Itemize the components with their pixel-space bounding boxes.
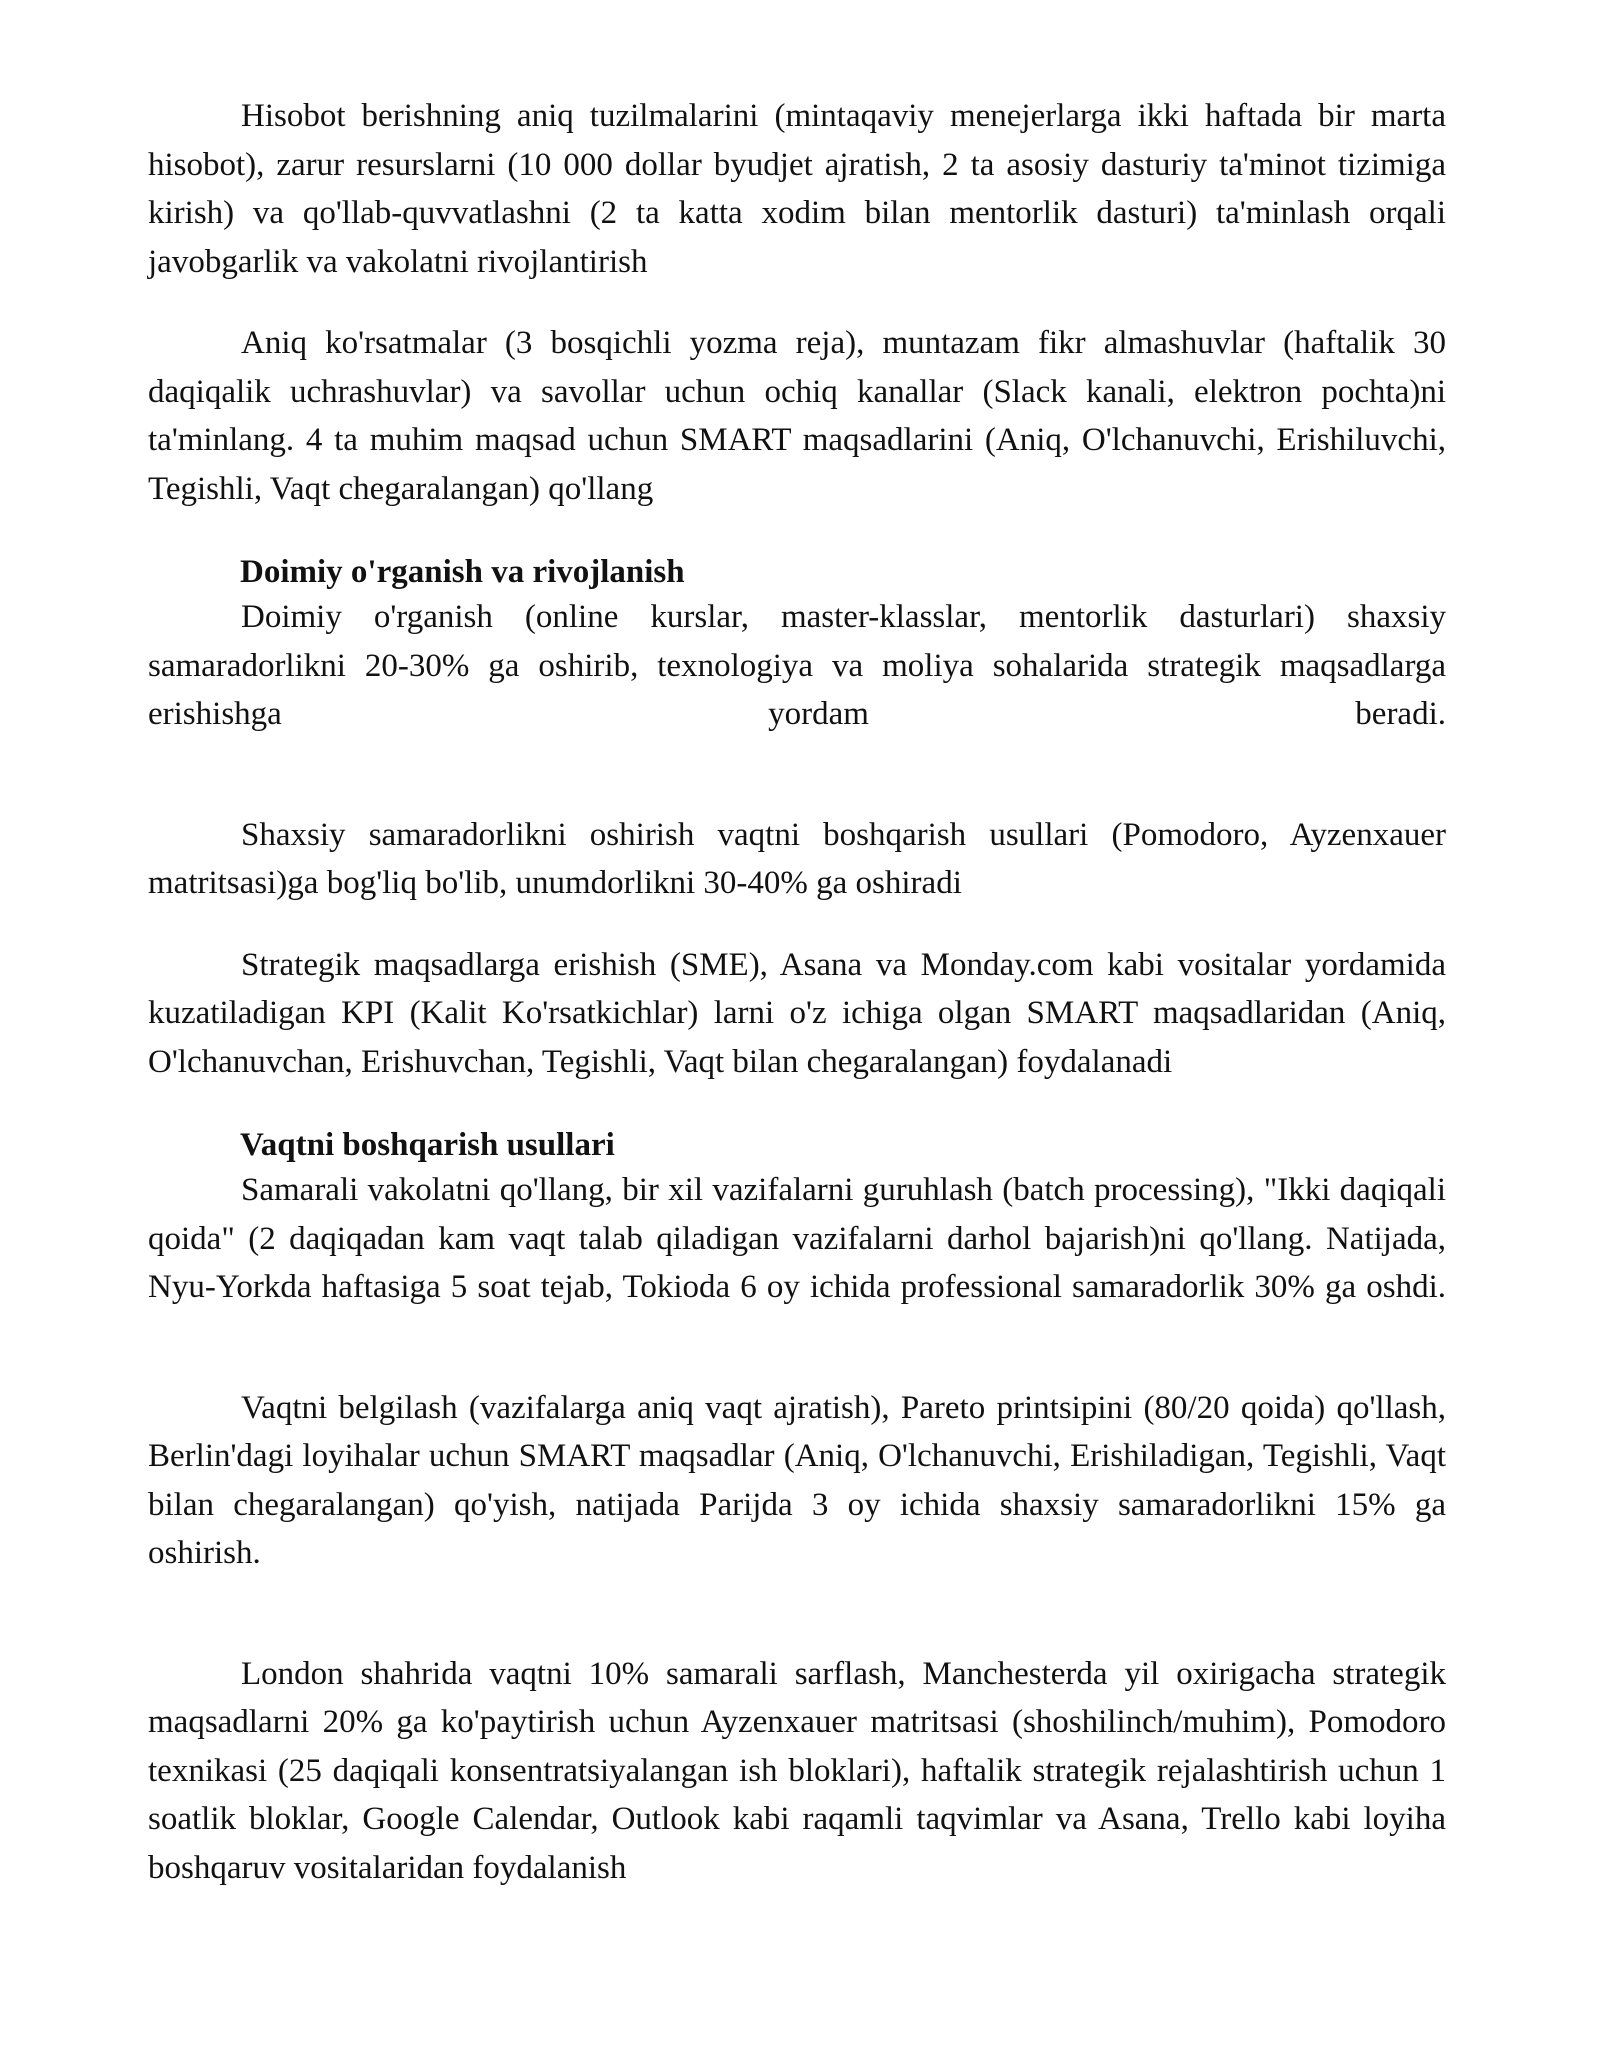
paragraph-personal-efficiency: Shaxsiy samaradorlikni oshirish vaqtni boshqarish usullari (Pomodoro, Ayzenxauer matritsasi)ga bog'liq bo'lib, unumdorlikni 30-40% ga oshiradi: [148, 816, 1446, 901]
spacer: [148, 286, 1446, 319]
spacer: [148, 513, 1446, 551]
paragraph-delegation: Samarali vakolatni qo'llang, bir xil vazifalarni guruhlash (batch processing), "Ikki daqiqali qoida" (2 daqiqadan kam vaqt talab qiladigan vazifalarni darhol bajarish)ni qo'llang. Natijada, Nyu-Yorkda haftasiga 5 soat tejab, Tokioda 6 oy ichida professional samaradorlik 30% ga oshdi.: [148, 1172, 1446, 1305]
paragraph-clear-guidance: Aniq ko'rsatmalar (3 bosqichli yozma reja), muntazam fikr almashuvlar (haftalik 30 daqiqalik uchrashuvlar) va savollar uchun ochiq kanallar (Slack kanali, elektron pochta)ni ta'minlang. 4 ta muhim maqsad uchun SMART maqsadlarini (Aniq, O'lchanuvchi, Erishiluvchi, Tegishli, Vaqt chegaralangan) qo'llang: [148, 325, 1446, 507]
spacer: [148, 908, 1446, 941]
spacer: [148, 1086, 1446, 1124]
heading-continuous-learning: Doimiy o'rganish va rivojlanish: [240, 554, 685, 590]
paragraph-accountability: Hisobot berishning aniq tuzilmalarini (mintaqaviy menejerlarga ikki haftada bir marta hisobot), zarur resurslarni (10 000 dollar byudjet ajratish, 2 ta asosiy dasturiy ta'minot tizimiga kirish) va qo'llab-quvvatlashni (2 ta katta xodim bilan mentorlik dasturi) ta'minlash orqali javobgarlik va vakolatni rivojlantirish: [148, 98, 1446, 280]
paragraph-time-blocking: Vaqtni belgilash (vazifalarga aniq vaqt ajratish), Pareto printsipini (80/20 qoida) qo'llash, Berlin'dagi loyihalar uchun SMART maqsadlar (Aniq, O'lchanuvchi, Erishiladigan, Tegishli, Vaqt bilan chegaralangan) qo'yish, natijada Parijda 3 oy ichida shaxsiy samaradorlikni 15% ga oshirish.: [148, 1389, 1446, 1571]
spacer: [148, 1578, 1446, 1650]
document-page: [148, 92, 1446, 1892]
spacer: [148, 1312, 1446, 1384]
spacer: [148, 739, 1446, 811]
heading-time-management: Vaqtni boshqarish usullari: [240, 1127, 615, 1163]
paragraph-continuous-learning: Doimiy o'rganish (online kurslar, master-klasslar, mentorlik dasturlari) shaxsiy samaradorlikni 20-30% ga oshirib, texnologiya va moliya sohalarida strategik maqsadlarga erishishga yordam beradi.: [148, 599, 1446, 732]
paragraph-london-manchester: London shahrida vaqtni 10% samarali sarflash, Manchesterda yil oxirigacha strategik maqsadlarni 20% ga ko'paytirish uchun Ayzenxauer matritsasi (shoshilinch/muhim), Pomodoro texnikasi (25 daqiqali konsentratsiyalangan ish bloklari), haftalik strategik rejalashtirish uchun 1 soatlik bloklar, Google Calendar, Outlook kabi raqamli taqvimlar va Asana, Trello kabi loyiha boshqaruv vositalaridan foydalanish: [148, 1655, 1446, 1886]
paragraph-strategic-goals: Strategik maqsadlarga erishish (SME), Asana va Monday.com kabi vositalar yordamida kuzatiladigan KPI (Kalit Ko'rsatkichlar) larni o'z ichiga olgan SMART maqsadlaridan (Aniq, O'lchanuvchan, Erishuvchan, Tegishli, Vaqt bilan chegaralangan) foydalanadi: [148, 946, 1446, 1080]
